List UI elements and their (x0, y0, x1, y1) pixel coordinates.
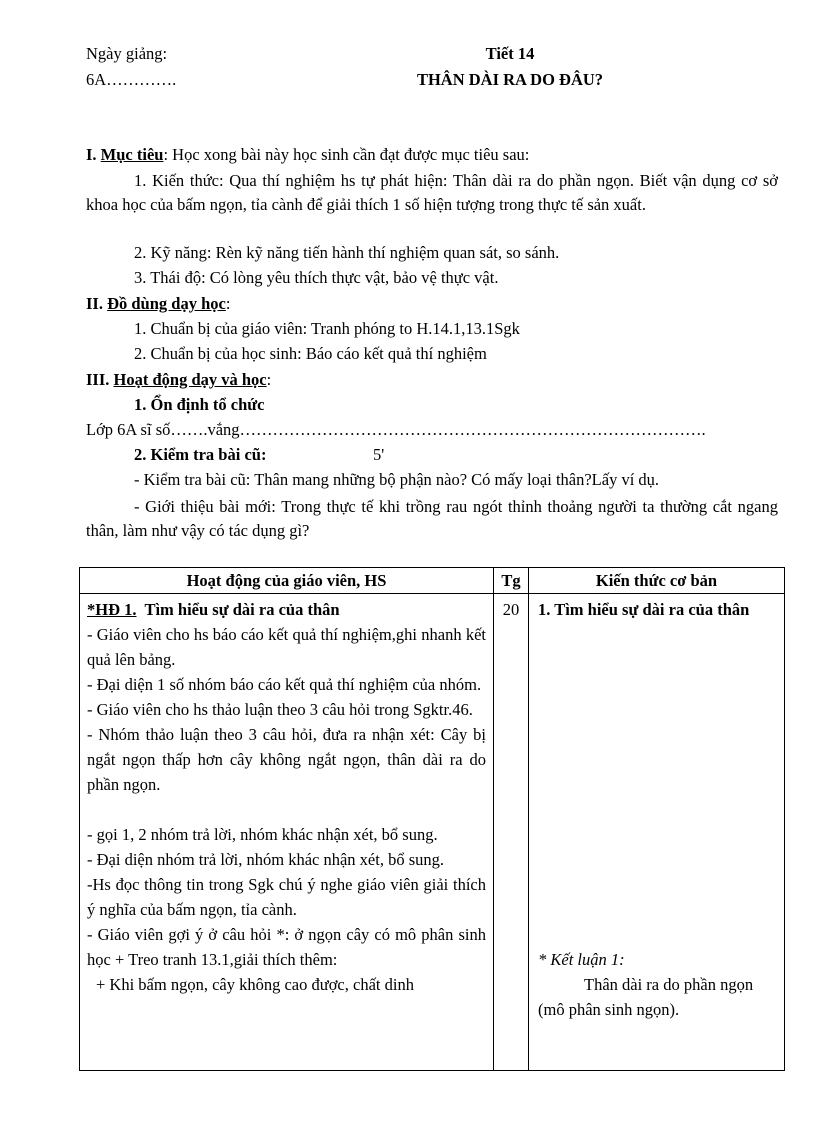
activity-item: - gọi 1, 2 nhóm trả lời, nhóm khác nhận xét, bổ sung. (87, 825, 438, 844)
materials-student: 2. Chuẩn bị của học sinh: Báo cáo kết quả thí nghiệm (134, 344, 487, 363)
conclusion-text: Thân dài ra do phần ngọn (mô phân sinh ngọn). (538, 975, 754, 1019)
objective-knowledge: 1. Kiến thức: Qua thí nghiệm hs tự phát hiện: Thân dài ra do phần ngọn. Biết vận dụng cơ sở khoa học của bấm ngọn, tỉa cành để giải thích 1 số hiện tượng trong thực tế sản xuất. (86, 171, 778, 214)
knowledge-cell (529, 594, 785, 1071)
activity-item: -Hs đọc thông tin trong Sgk chú ý nghe giáo viên giải thích ý nghĩa của bấm ngọn, tỉa cành. (87, 875, 486, 919)
check-title: 2. Kiểm tra bài cũ: (134, 445, 267, 464)
header-knowledge: Kiến thức cơ bản (529, 568, 785, 594)
section-number: I. (86, 145, 97, 164)
section-title: Mục tiêu (100, 145, 164, 164)
date-label: Ngày giảng: (86, 44, 168, 63)
section-number: II. (86, 294, 103, 313)
activity-title: Tìm hiểu sự dài ra của thân (144, 600, 340, 619)
activity-item: - Giáo viên gợi ý ở câu hỏi *: ở ngọn cây có mô phân sinh học + Treo tranh 13.1,giải thích thêm: (87, 925, 486, 969)
lesson-number: Tiết 14 (485, 44, 535, 63)
attendance-line: Lớp 6A sĩ số…….vắng…………………………………………………………………………. (86, 420, 706, 439)
activity-item: - Nhóm thảo luận theo 3 câu hỏi, đưa ra nhận xét: Cây bị ngắt ngọn thấp hơn cây không ngắt ngọn, thân dài ra do phần ngọn. (87, 725, 486, 794)
activity-prefix: *HĐ 1. (87, 600, 137, 619)
class-label: 6A…………. (86, 70, 177, 89)
section-number: III. (86, 370, 110, 389)
spacer (538, 622, 777, 947)
activity-item: + Khi bấm ngọn, cây không cao được, chất dinh (96, 975, 414, 994)
check-time: 5' (373, 445, 385, 464)
table-header-row (80, 568, 785, 594)
activities-cell (80, 594, 494, 1071)
objective-skill: 2. Kỹ năng: Rèn kỹ năng tiến hành thí nghiệm quan sát, so sánh. (134, 243, 560, 262)
section-colon: : (225, 294, 231, 313)
section-title: Hoạt động dạy và học (113, 370, 267, 389)
knowledge-title: 1. Tìm hiểu sự dài ra của thân (538, 600, 750, 619)
activity-item: - Giáo viên cho hs thảo luận theo 3 câu hỏi trong Sgktr.46. (87, 700, 473, 719)
section-colon: : (266, 370, 272, 389)
lesson-table (79, 567, 785, 1071)
section-title: Đồ dùng dạy học (107, 294, 226, 313)
activity-item: - Đại diện 1 số nhóm báo cáo kết quả thí nghiệm của nhóm. (87, 675, 482, 694)
section-materials-heading (86, 294, 230, 314)
objective-attitude: 3. Thái độ: Có lòng yêu thích thực vật, bảo vệ thực vật. (134, 268, 499, 287)
section-activities-heading (86, 370, 271, 390)
lesson-title: THÂN DÀI RA DO ĐÂU? (416, 70, 604, 89)
conclusion-label: * Kết luận 1: (538, 950, 625, 969)
section-objectives-heading (86, 145, 529, 165)
spacer (87, 797, 486, 822)
header-time: Tg (494, 568, 529, 594)
activity-item: - Đại diện nhóm trả lời, nhóm khác nhận xét, bổ sung. (87, 850, 444, 869)
organization-title: 1. Ổn định tổ chức (134, 395, 265, 414)
table-row (80, 594, 785, 1071)
intro-new-lesson: - Giới thiệu bài mới: Trong thực tế khi trồng rau ngót thỉnh thoảng người ta thường cắt ngang thân, làm như vậy có tác dụng gì? (86, 497, 778, 540)
time-value: 20 (502, 600, 520, 619)
header-activities: Hoạt động của giáo viên, HS (80, 568, 494, 594)
time-cell (494, 594, 529, 1071)
activity-heading (87, 597, 486, 622)
section-intro: : Học xong bài này học sinh cần đạt được mục tiêu sau: (163, 145, 530, 164)
activity-item: - Giáo viên cho hs báo cáo kết quả thí nghiệm,ghi nhanh kết quả lên bảng. (87, 625, 486, 669)
check-question: - Kiểm tra bài cũ: Thân mang những bộ phận nào? Có mấy loại thân?Lấy ví dụ. (134, 470, 660, 489)
materials-teacher: 1. Chuẩn bị của giáo viên: Tranh phóng to H.14.1,13.1Sgk (134, 319, 520, 338)
